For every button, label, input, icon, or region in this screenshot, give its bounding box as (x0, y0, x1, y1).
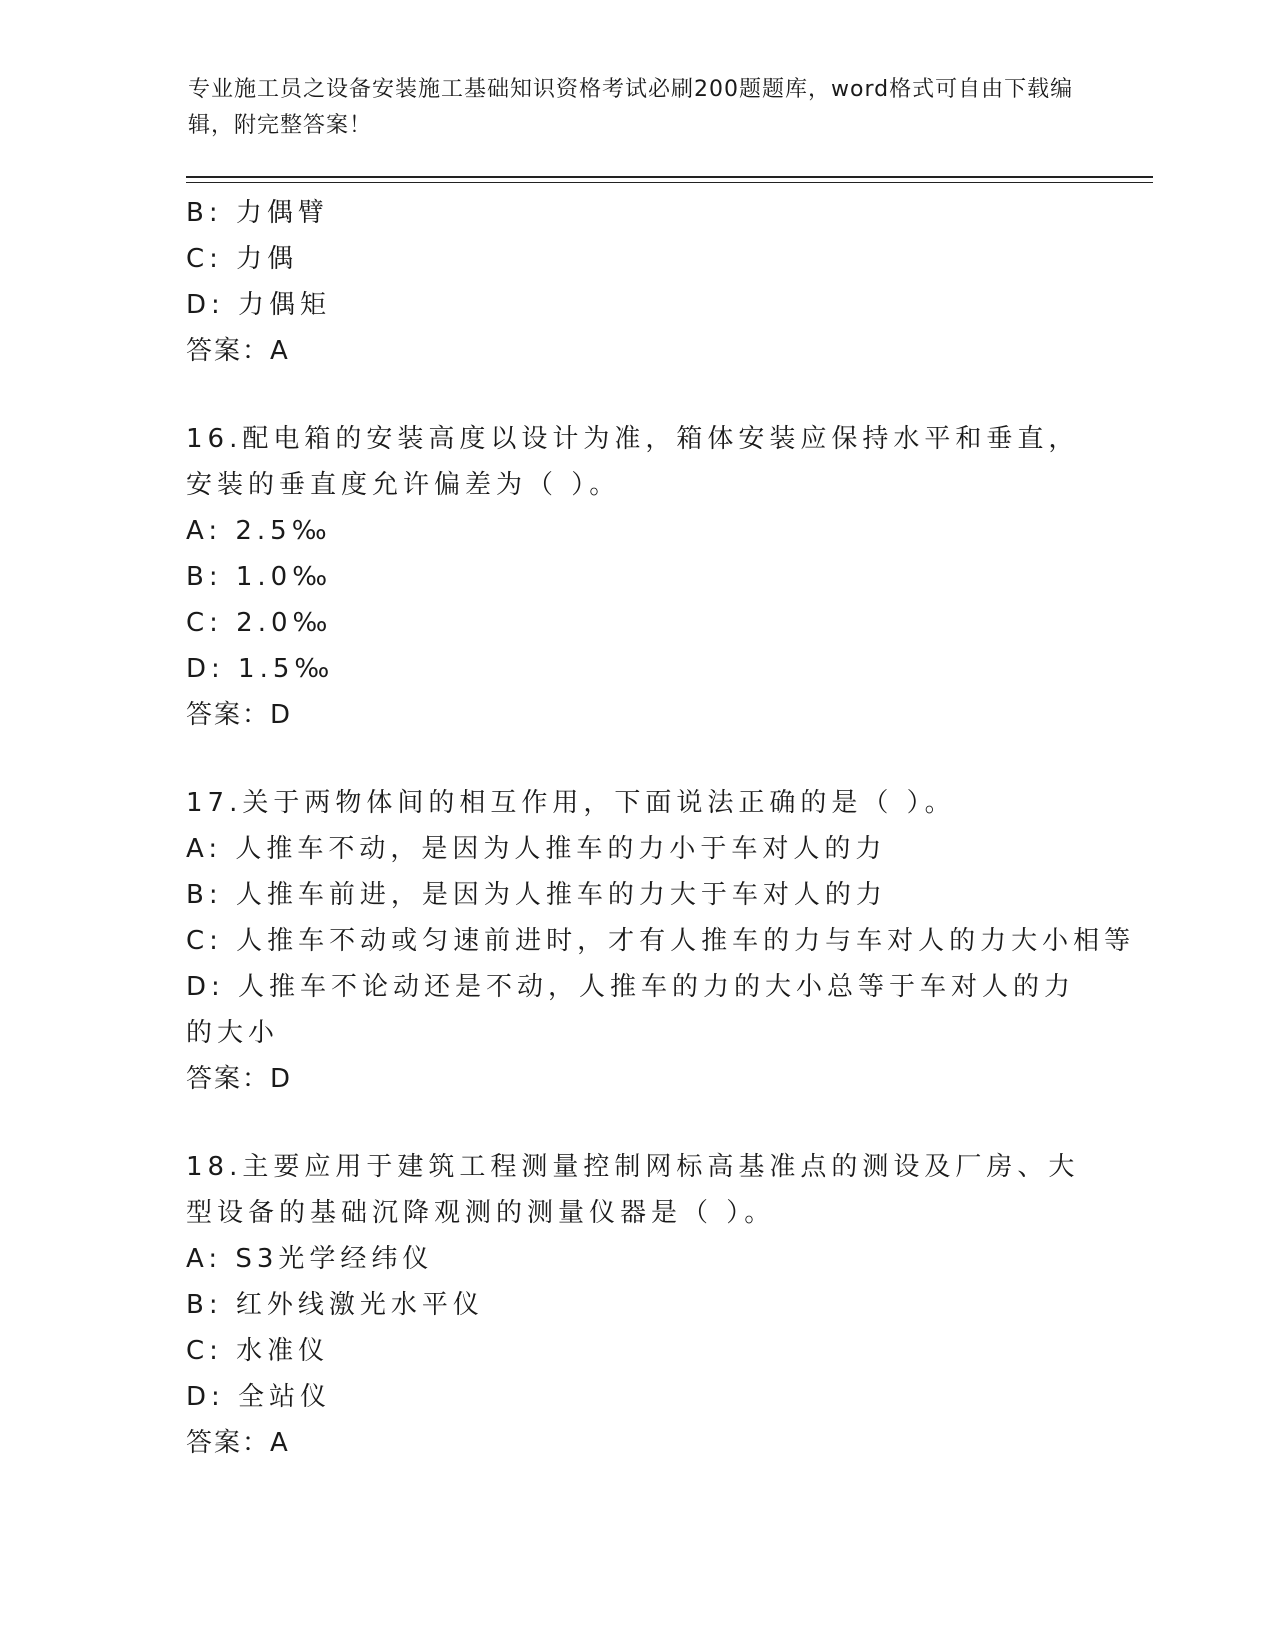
header-divider (186, 176, 1153, 178)
option-c: C: 人推车不动或匀速前进时，才有人推车的力与车对人的力大小相等 (186, 926, 1136, 956)
option-d: D: 力偶矩 (186, 290, 332, 320)
option-b: B: 1.0‰ (186, 562, 333, 592)
answer: 答案：D (186, 1064, 293, 1094)
option-b: B: 红外线激光水平仪 (186, 1290, 484, 1320)
question-16 (186, 416, 1086, 738)
question-stem: 17.关于两物体间的相互作用，下面说法正确的是（ ）。 (186, 788, 956, 818)
question-18 (186, 1144, 1086, 1466)
page-header: 专业施工员之设备安装施工基础知识资格考试必刷200题题库，word格式可自由下载编辑，附完整答案！ (188, 77, 1074, 138)
option-c: C: 水准仪 (186, 1336, 330, 1366)
question-17 (186, 780, 1136, 1102)
option-c: C: 2.0‰ (186, 608, 333, 638)
option-a: A: S3光学经纬仪 (186, 1244, 434, 1274)
question-content (186, 190, 1136, 1466)
option-a: A: 2.5‰ (186, 516, 332, 546)
question-stem: 18.主要应用于建筑工程测量控制网标高基准点的测设及厂房、大型设备的基础沉降观测的测量仪器是（ ）。 (186, 1152, 1080, 1228)
answer: 答案：D (186, 700, 293, 730)
spacer (186, 1102, 1086, 1144)
question-15-tail (186, 190, 1086, 374)
spacer (186, 738, 1086, 780)
option-d: D: 1.5‰ (186, 654, 335, 684)
question-stem: 16.配电箱的安装高度以设计为准，箱体安装应保持水平和垂直，安装的垂直度允许偏差为（ ）。 (186, 424, 1080, 500)
option-d: D: 人推车不论动还是不动，人推车的力的大小总等于车对人的力的大小 (186, 972, 1076, 1048)
answer: 答案：A (186, 1428, 290, 1458)
option-b: B: 力偶臂 (186, 198, 329, 228)
option-b: B: 人推车前进，是因为人推车的力大于车对人的力 (186, 880, 887, 910)
spacer (186, 374, 1086, 416)
option-a: A: 人推车不动，是因为人推车的力小于车对人的力 (186, 834, 887, 864)
answer: 答案：A (186, 336, 290, 366)
option-d: D: 全站仪 (186, 1382, 332, 1412)
option-c: C: 力偶 (186, 244, 299, 274)
header-divider-thin (186, 182, 1153, 183)
